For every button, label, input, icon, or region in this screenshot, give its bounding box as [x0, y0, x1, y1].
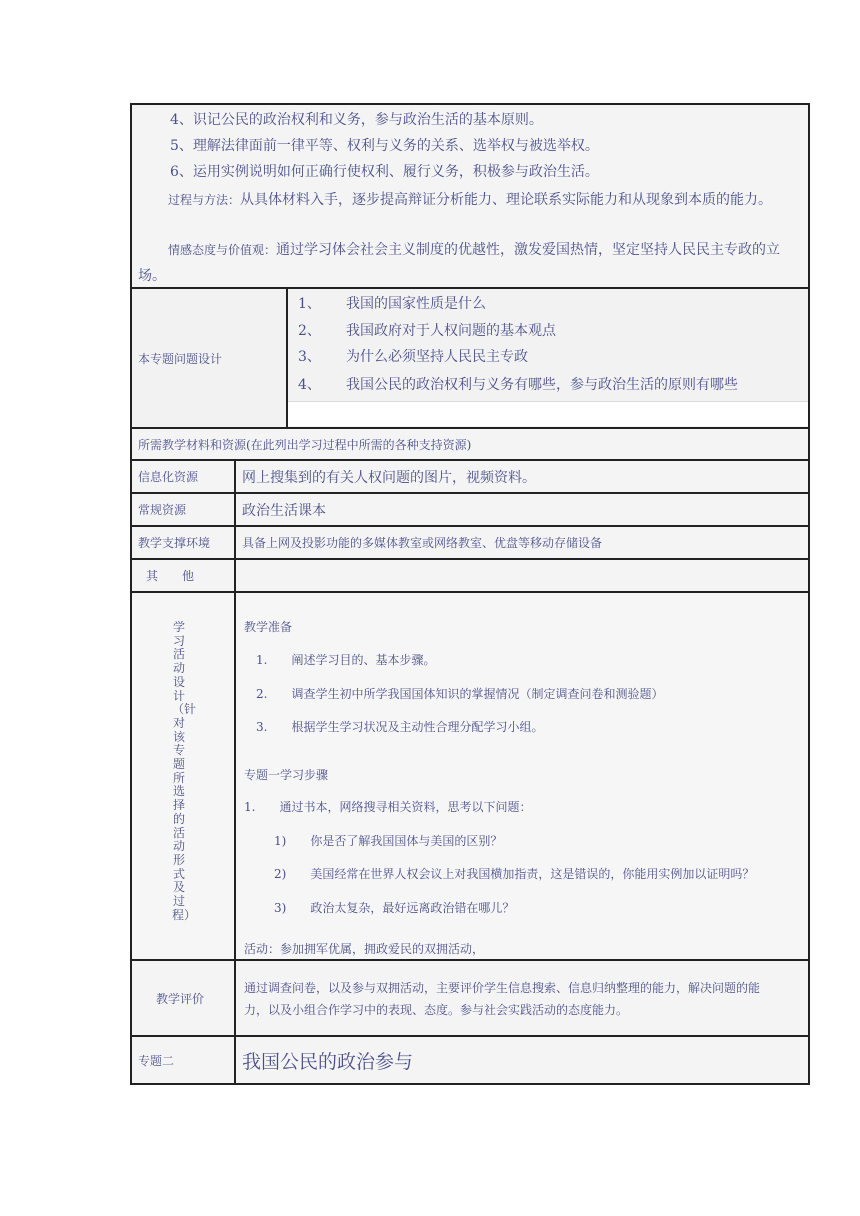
preparation-title: 教学准备	[244, 620, 293, 634]
materials-header-row	[132, 429, 808, 461]
question-design-section	[132, 289, 808, 429]
activity-design-label: 学习活动设计（针对该专题所选择的活动形式及过程）	[172, 620, 197, 922]
question-design-label: 本专题问题设计	[138, 351, 223, 366]
evaluation-section	[132, 961, 808, 1037]
divider	[234, 961, 236, 1035]
question-item-4: 4、 我国公民的政治权利与义务有哪些，参与政治生活的原则有哪些	[298, 377, 738, 393]
evaluation-label: 教学评价	[156, 991, 205, 1006]
process-methods-paragraph	[138, 187, 800, 213]
other-value	[242, 560, 800, 591]
thinking-question-3: 3) 政治太复杂，最好远离政治错在哪儿？	[274, 901, 515, 915]
emotion-values-paragraph	[138, 237, 800, 289]
question-item-3: 3、 为什么必须坚持人民民主专政	[298, 349, 528, 365]
info-resources-value: 网上搜集到的有关人权问题的图片，视频资料。	[242, 469, 536, 486]
activity-line: 活动：参加拥军优属，拥政爱民的双拥活动，	[244, 942, 485, 956]
divider	[234, 593, 236, 959]
regular-resources-label: 常规资源	[138, 503, 187, 517]
thinking-question-1: 1) 你是否了解我国国体与美国的区别？	[274, 834, 503, 848]
materials-header: 所需教学材料和资源(在此列出学习过程中所需的各种支持资源)	[138, 437, 472, 452]
info-resources-row	[132, 461, 808, 494]
question-item-2: 2、 我国政府对于人权问题的基本观点	[298, 323, 556, 339]
evaluation-line-1: 通过调查问卷，以及参与双拥活动，主要评价学生信息搜索、信息归纳整理的能力，解决问题的能	[244, 981, 761, 995]
topic1-steps-title: 专题一学习步骤	[244, 768, 329, 782]
divider	[234, 560, 236, 591]
objectives-section	[132, 105, 808, 289]
divider	[234, 461, 236, 492]
other-row	[132, 560, 808, 593]
teaching-environment-label: 教学支撑环境	[138, 536, 211, 550]
divider	[234, 494, 236, 525]
process-methods-label: 过程与方法：	[168, 193, 241, 207]
blank-area	[288, 401, 808, 426]
divider	[234, 1037, 236, 1083]
teaching-environment-row	[132, 527, 808, 560]
divider	[234, 527, 236, 558]
teaching-environment-value: 具备上网及投影功能的多媒体教室或网络教室、优盘等移动存储设备	[242, 536, 603, 550]
topic2-label: 专题二	[138, 1053, 175, 1068]
objective-item-6: 6、运用实例说明如何正确行使权利、履行义务，积极参与政治生活。	[170, 164, 599, 180]
thinking-question-2: 2) 美国经常在世界人权会议上对我国横加指责，这是错误的，你能用实例加以证明吗？	[274, 867, 755, 881]
evaluation-line-2: 力，以及小组合作学习中的表现、态度。参与社会实践活动的态度能力。	[244, 1003, 629, 1017]
emotion-values-label: 情感态度与价值观：	[168, 243, 277, 257]
emotion-values-text: 通过学习体会社会主义制度的优越性，激发爱国热情，坚定坚持人民民主专政的立场。	[138, 242, 781, 284]
objective-item-5: 5、理解法律面前一律平等、权利与义务的关系、选举权与被选举权。	[170, 138, 599, 154]
regular-resources-row	[132, 494, 808, 527]
preparation-item-2: 2. 调查学生初中所学我国国体知识的掌握情况（制定调查问卷和测验题）	[256, 687, 664, 701]
process-methods-text: 从具体材料入手，逐步提高辩证分析能力、理论联系实际能力和从现象到本质的能力。	[240, 192, 773, 208]
question-item-1: 1、 我国的国家性质是什么	[298, 296, 486, 312]
other-label: 其 他	[146, 569, 195, 583]
preparation-item-1: 1. 阐述学习目的、基本步骤。	[256, 653, 436, 667]
objective-item-4: 4、识记公民的政治权利和义务，参与政治生活的基本原则。	[170, 112, 543, 128]
lesson-plan-table	[130, 103, 810, 1085]
topic2-row	[132, 1037, 808, 1085]
topic1-step-1: 1. 通过书本，网络搜寻相关资料，思考以下问题：	[244, 800, 532, 814]
regular-resources-value: 政治生活课本	[242, 502, 326, 519]
info-resources-label: 信息化资源	[138, 470, 199, 484]
activity-design-section	[132, 593, 808, 961]
topic2-title: 我国公民的政治参与	[242, 1050, 414, 1073]
preparation-item-3: 3. 根据学生学习状况及主动性合理分配学习小组。	[256, 720, 544, 734]
